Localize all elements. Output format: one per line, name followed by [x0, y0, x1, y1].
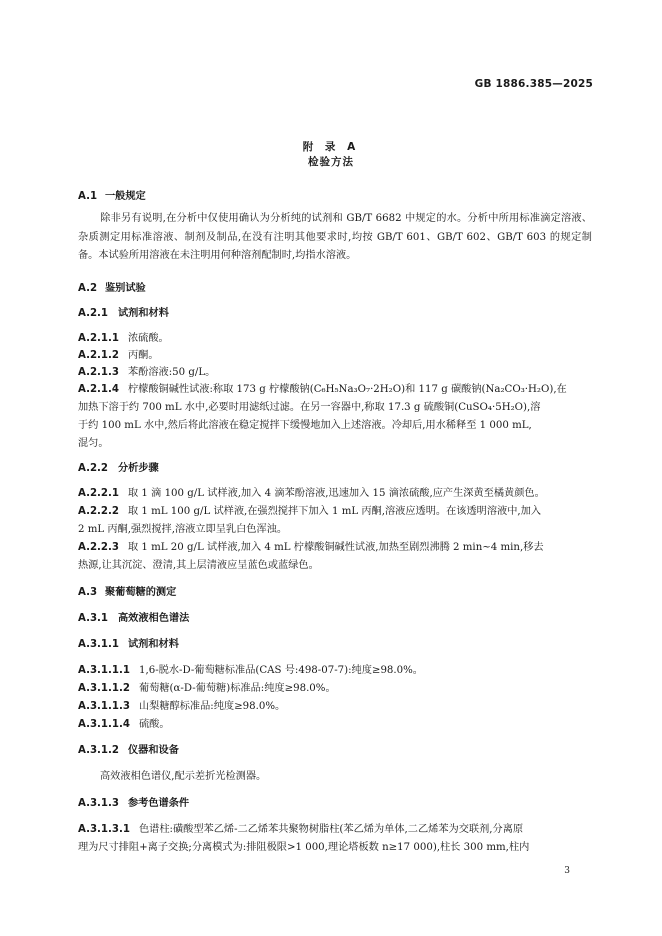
clause-text: 葡萄糖(α-D-葡萄糖)标准品:纯度≥98.0%。	[139, 683, 336, 694]
clause-a222-line2: 2 mL 丙酮,强烈搅拌,溶液立即呈乳白色浑浊。	[78, 524, 288, 535]
clause-text: 取 1 mL 100 g/L 试样液,在强烈搅拌下加入 1 mL 丙酮,溶液应透明。在该透明溶液中,加入	[128, 506, 542, 517]
clause-a3131-line2: 理为尺寸排阻+离子交换;分离模式为:排阻极限>1 000,理论塔板数 n≥17 000),柱长 300 mm,柱内	[78, 842, 530, 853]
section-number: A.3.1	[78, 613, 108, 624]
clause-a214-line4: 混匀。	[78, 438, 109, 449]
clause-text: 山梨糖醇标准品:纯度≥98.0%。	[139, 701, 286, 712]
section-number: A.2.2	[78, 463, 108, 474]
page-number: 3	[564, 866, 570, 876]
section-heading-a312	[78, 746, 179, 756]
section-title: 一般规定	[105, 191, 146, 202]
clause-text: 取 1 滴 100 g/L 试样液,加入 4 滴苯酚溶液,迅速加入 15 滴浓硫酸,应产生深黄至橘黄颜色。	[128, 488, 545, 499]
clause-number: A.2.1.2	[78, 350, 119, 361]
clause-a221	[78, 489, 545, 499]
annex-title: 检验方法	[308, 156, 354, 168]
section-heading-a22	[78, 464, 159, 474]
section-heading-a31	[78, 614, 189, 624]
section-title: 聚葡萄糖的测定	[105, 587, 177, 598]
section-title: 高效液相色谱法	[118, 613, 190, 624]
clause-a212	[78, 351, 159, 361]
clause-a214-line3: 于约 100 mL 水中,然后将此溶液在稳定搅拌下缓慢地加入上述溶液。冷却后,用水稀释至 1 000 mL,	[78, 420, 532, 431]
clause-a222	[78, 507, 541, 517]
general-rules-paragraph	[78, 210, 592, 266]
clause-text-line: 柠檬酸铜碱性试液:称取 173 g 柠檬酸钠(C₆H₅Na₃O₇·2H₂O)和 117 g 碳酸钠(Na₂CO₃·H₂O),在	[128, 384, 567, 395]
section-number: A.3.1.1	[78, 639, 119, 650]
clause-a213	[78, 368, 215, 378]
clause-a3131	[78, 825, 523, 835]
section-title: 仪器和设备	[128, 745, 179, 756]
section-number: A.3.1.3	[78, 798, 119, 809]
section-title: 参考色谱条件	[128, 798, 190, 809]
standard-code: GB 1886.385—2025	[474, 78, 593, 90]
annex-label: 附 录 A	[302, 141, 360, 153]
clause-a3113	[78, 702, 285, 712]
clause-number: A.3.1.1.1	[78, 665, 130, 676]
section-heading-a3	[78, 588, 176, 598]
clause-number: A.2.2.3	[78, 542, 119, 553]
clause-text: 1,6-脱水-D-葡萄糖标准品(CAS 号:498-07-7):纯度≥98.0%。	[139, 665, 423, 676]
clause-text: 苯酚溶液:50 g/L。	[128, 367, 216, 378]
clause-number: A.2.2.1	[78, 488, 119, 499]
clause-a3112	[78, 684, 336, 694]
clause-text: 色谱柱:磺酸型苯乙烯-二乙烯苯共聚物树脂柱(苯乙烯为单体,二乙烯苯为交联剂,分离原	[139, 824, 524, 835]
clause-a214-line2: 加热下溶于约 700 mL 水中,必要时用滤纸过滤。在另一容器中,称取 17.3 g 硫酸铜(CuSO₄·5H₂O),溶	[78, 402, 541, 413]
section-heading-a313	[78, 799, 189, 809]
clause-a211	[78, 334, 169, 344]
section-heading-a311	[78, 640, 179, 650]
clause-a214	[78, 385, 567, 395]
section-title: 试剂和材料	[118, 308, 169, 319]
clause-number: A.3.1.1.3	[78, 701, 130, 712]
general-rules-text: 除非另有说明,在分析中仅使用确认为分析纯的试剂和 GB/T 6682 中规定的水。分析中所用标准滴定溶液、杂质测定用标准溶液、制剂及制品,在没有注明其他要求时,均按 GB/T 601、GB/T 602、GB/T 603 的规定制备。本试验所用溶液在未注明用何种溶剂配制时,均指水溶液。	[78, 213, 592, 261]
clause-a223	[78, 543, 544, 553]
section-number: A.2.1	[78, 308, 108, 319]
section-number: A.2	[78, 283, 98, 294]
clause-number: A.3.1.3.1	[78, 824, 130, 835]
clause-text: 浓硫酸。	[128, 333, 169, 344]
section-title: 鉴别试验	[105, 283, 146, 294]
section-number: A.1	[78, 191, 98, 202]
clause-text: 取 1 mL 20 g/L 试样液,加入 4 mL 柠檬酸铜碱性试液,加热至剧烈沸腾 2 min~4 min,移去	[128, 542, 544, 553]
clause-number: A.2.1.4	[78, 384, 119, 395]
clause-a3111	[78, 666, 423, 676]
clause-a223-line2: 热源,让其沉淀、澄清,其上层清液应呈蓝色或蓝绿色。	[78, 560, 319, 571]
section-heading-a21	[78, 309, 169, 319]
section-title: 分析步骤	[118, 463, 159, 474]
section-heading-a2	[78, 284, 146, 294]
clause-text: 硫酸。	[139, 719, 170, 730]
section-heading-a1	[78, 192, 146, 202]
clause-number: A.2.2.2	[78, 506, 119, 517]
section-number: A.3.1.2	[78, 745, 119, 756]
clause-number: A.3.1.1.2	[78, 683, 130, 694]
section-number: A.3	[78, 587, 98, 598]
clause-text: 丙酮。	[128, 350, 159, 361]
clause-number: A.2.1.1	[78, 333, 119, 344]
instrument-text: 高效液相色谱仪,配示差折光检测器。	[100, 771, 267, 782]
section-title: 试剂和材料	[128, 639, 179, 650]
clause-number: A.2.1.3	[78, 367, 119, 378]
clause-number: A.3.1.1.4	[78, 719, 130, 730]
clause-a3114	[78, 720, 170, 730]
